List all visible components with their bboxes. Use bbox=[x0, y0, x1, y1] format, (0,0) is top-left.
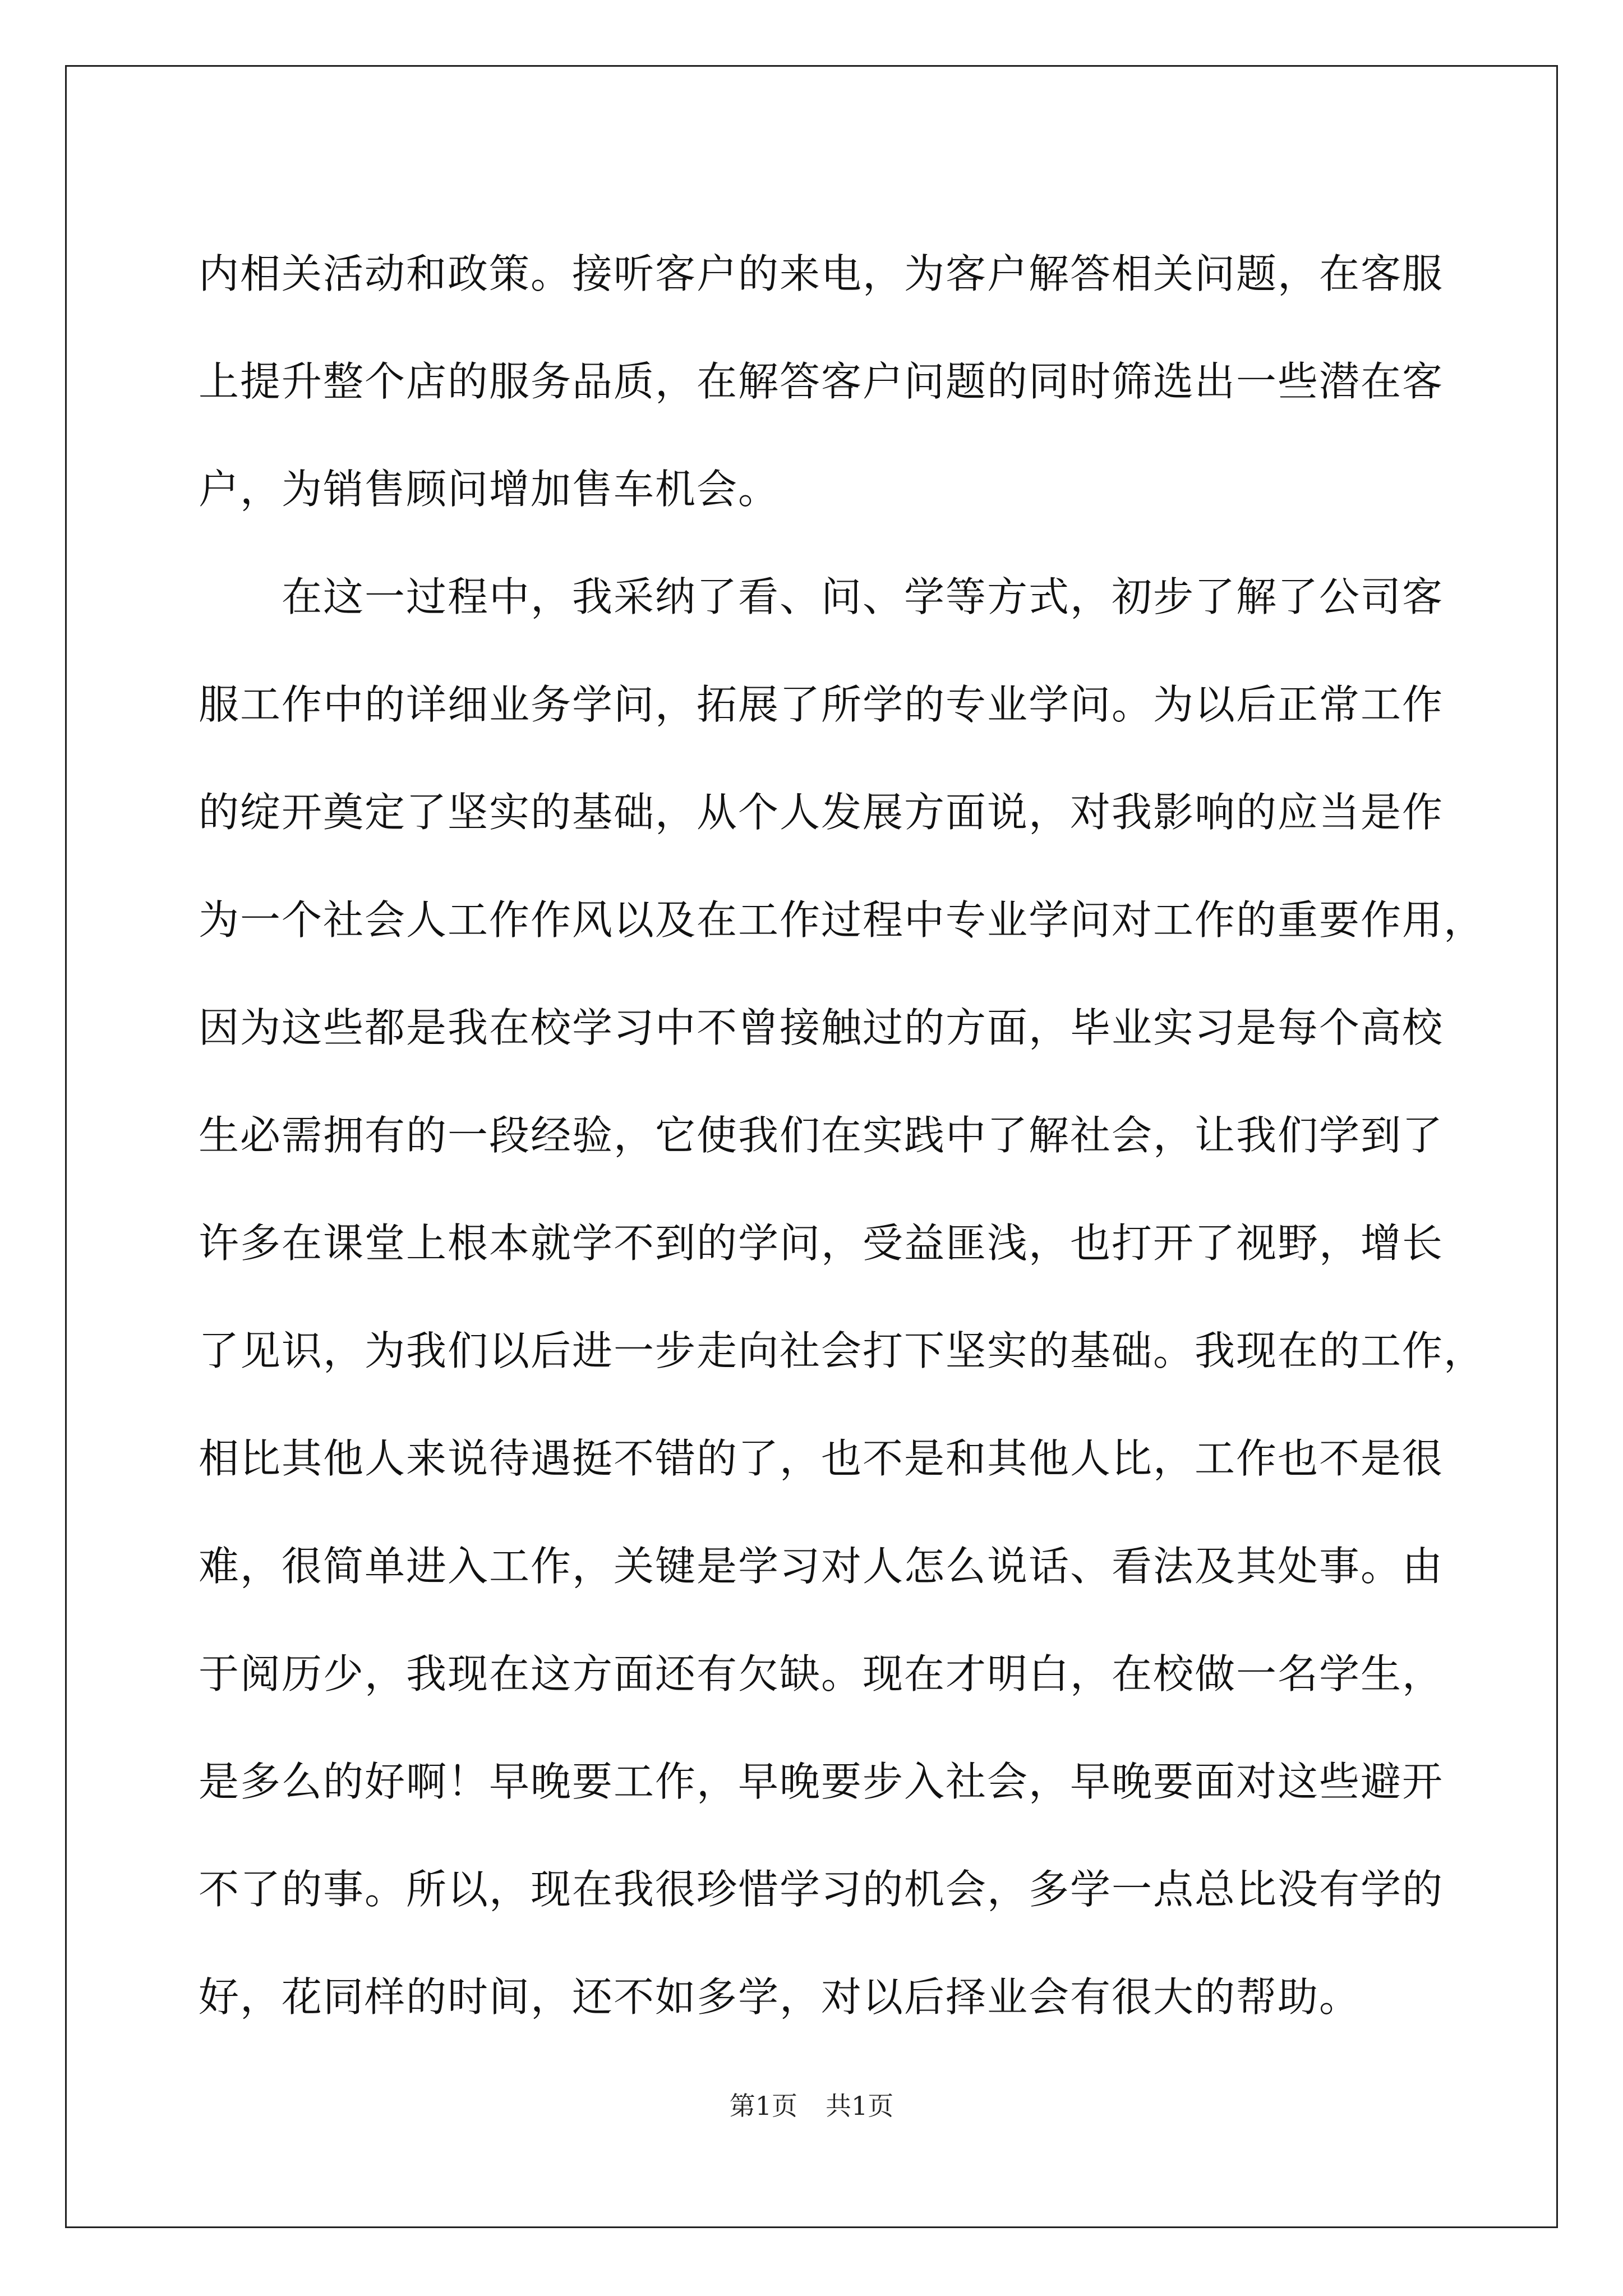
page-footer bbox=[0, 2089, 1623, 2123]
text-line-12: 相比其他人来说待遇挺不错的了，也不是和其他人比，工作也不是很 bbox=[199, 1435, 1444, 1482]
page-total: 共1页 bbox=[826, 2091, 894, 2121]
text-line-4: 在这一过程中，我采纳了看、问、学等方式，初步了解了公司客 bbox=[282, 573, 1444, 620]
text-line-5: 服工作中的详细业务学问，拓展了所学的专业学问。为以后正常工作 bbox=[199, 681, 1444, 728]
text-line-14: 于阅历少，我现在这方面还有欠缺。现在才明白，在校做一名学生， bbox=[199, 1650, 1444, 1697]
document-body bbox=[199, 220, 1486, 2051]
text-line-1: 内相关活动和政策。接听客户的来电，为客户解答相关问题，在客服 bbox=[199, 250, 1444, 297]
text-line-13: 难，很简单进入工作，关键是学习对人怎么说话、看法及其处事。由 bbox=[199, 1543, 1444, 1590]
text-line-15: 是多么的好啊！早晚要工作，早晚要步入社会，早晚要面对这些避开 bbox=[199, 1758, 1444, 1805]
text-line-11: 了见识，为我们以后进一步走向社会打下坚实的基础。我现在的工作， bbox=[199, 1327, 1486, 1374]
text-line-7: 为一个社会人工作作风以及在工作过程中专业学问对工作的重要作用， bbox=[199, 896, 1486, 944]
page-number: 第1页 bbox=[729, 2091, 797, 2121]
text-line-2: 上提升整个店的服务品质，在解答客户问题的同时筛选出一些潜在客 bbox=[199, 358, 1444, 405]
text-line-16: 不了的事。所以，现在我很珍惜学习的机会，多学一点总比没有学的 bbox=[199, 1866, 1444, 1913]
text-line-8: 因为这些都是我在校学习中不曾接触过的方面，毕业实习是每个高校 bbox=[199, 1004, 1444, 1051]
text-line-10: 许多在课堂上根本就学不到的学问，受益匪浅，也打开了视野，增长 bbox=[199, 1220, 1444, 1267]
text-line-9: 生必需拥有的一段经验，它使我们在实践中了解社会，让我们学到了 bbox=[199, 1112, 1444, 1159]
text-line-6: 的绽开奠定了坚实的基础，从个人发展方面说，对我影响的应当是作 bbox=[199, 789, 1444, 836]
text-line-3: 户，为销售顾问增加售车机会。 bbox=[199, 466, 780, 513]
text-line-17: 好，花同样的时间，还不如多学，对以后择业会有很大的帮助。 bbox=[199, 1973, 1361, 2021]
